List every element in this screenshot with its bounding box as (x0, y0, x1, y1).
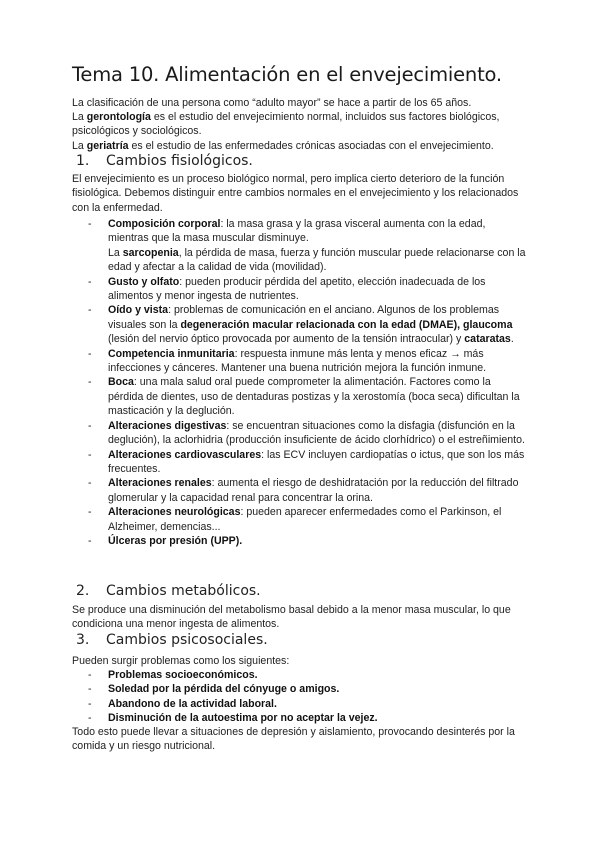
term-gerontologia: gerontología (86, 111, 151, 123)
item-term: Alteraciones neurológicas (108, 506, 241, 519)
section-title: Cambios psicosociales. (106, 632, 268, 648)
item-term: Boca (108, 376, 134, 389)
intro-paragraph-2 (72, 110, 534, 139)
closing-paragraph: Todo esto puede llevar a situaciones de depresión y aislamiento, provocando desinterés por la comida y un riesgo nutricional. (72, 726, 515, 753)
term-dmae-glaucoma: degeneración macular relacionada con la edad (DMAE), glaucoma (180, 318, 513, 331)
item-text: : aumenta el riesgo de deshidratación por la reducción del filtrado glomerular y la capacidad renal para concentrar la orina. (108, 477, 519, 504)
list-item (88, 217, 528, 275)
bullet-dash: - (88, 712, 92, 725)
intro-p2-pre: La (72, 111, 87, 123)
item-text: : respuesta inmune más lenta y menos eficaz → más infecciones y cánceres. Mantener una buena nutrición mejora la función inmune. (108, 347, 487, 375)
section-number: 3. (76, 632, 90, 648)
item-term: Competencia inmunitaria (108, 347, 235, 360)
item-term: Soledad por la pérdida del cónyuge o amigos. (108, 683, 340, 696)
list-item (88, 505, 528, 534)
term-geriatria: geriatría (86, 140, 129, 152)
item-term: Alteraciones renales (108, 477, 212, 490)
intro-p2-rest: es el estudio del envejecimiento normal, incluidos sus factores biológicos, psicológicos y sociológicos. (72, 111, 500, 138)
bullet-dash: - (88, 419, 92, 432)
item-term: Disminución de la autoestima por no aceptar la vejez. (108, 712, 378, 725)
item-term: Úlceras por presión (UPP). (108, 534, 243, 547)
bullet-dash: - (88, 506, 92, 519)
list-item (88, 711, 528, 725)
list-item (88, 448, 528, 477)
section-heading-1 (76, 154, 253, 168)
list-item (88, 375, 528, 418)
bullet-dash: - (88, 683, 92, 696)
sarco-rest: , la pérdida de masa, fuerza y función muscular puede relacionarse con la edad y afectar a la calidad de vida (movilidad). (108, 246, 526, 274)
item-term: Abandono de la actividad laboral. (108, 697, 277, 710)
section-heading-3 (76, 633, 268, 647)
bullet-dash: - (88, 376, 92, 389)
list-item (88, 534, 528, 548)
vista-mid: (lesión del nervio óptico provocada por aumento de la tensión intraocular) y (108, 333, 465, 346)
bullet-dash: - (88, 477, 92, 490)
bullet-dash: - (88, 275, 92, 288)
intro-paragraph-3 (72, 139, 534, 153)
section-1-intro: El envejecimiento es un proceso biológico normal, pero implica cierto deterioro de la función fisiológica. Debemos distinguir entre cambios normales en el envejecimiento y los relacionados con la enfermedad. (72, 173, 519, 214)
bullet-dash: - (88, 218, 92, 230)
item-term: Problemas socioeconómicos. (108, 669, 258, 681)
section-3-intro: Pueden surgir problemas como los siguientes: (72, 655, 290, 667)
page-title: Tema 10. Alimentación en el envejecimiento. (72, 63, 502, 86)
bullet-dash: - (88, 534, 92, 547)
list-item (88, 476, 528, 505)
item-text: : pueden producir pérdida del apetito, elección inadecuada de los alimentos y menor ingesta de nutrientes. (108, 275, 486, 303)
vista-end: . (510, 333, 514, 346)
psychosocial-changes-list (88, 668, 528, 726)
bullet-dash: - (88, 347, 92, 360)
list-item (88, 347, 528, 376)
item-term: Alteraciones cardiovasculares (108, 448, 262, 461)
section-heading-2 (76, 584, 261, 598)
list-item (88, 275, 528, 304)
section-number: 2. (76, 583, 90, 599)
list-item (88, 419, 528, 448)
section-title: Cambios metabólicos. (106, 583, 261, 599)
item-text: : la masa grasa y la grasa visceral aumenta con la edad, mientras que la masa muscular disminuye. (108, 218, 486, 245)
list-item (88, 682, 528, 696)
intro-p3-rest: es el estudio de las enfermedades crónicas asociadas con el envejecimiento. (128, 140, 494, 152)
bullet-dash: - (88, 669, 92, 681)
term-cataratas: cataratas (464, 333, 511, 346)
item-text: : una mala salud oral puede comprometer la alimentación. Factores como la pérdida de dientes, uso de dentaduras postizas y la xerostomía (boca seca) dificultan la masticación y la deglución. (108, 376, 520, 418)
section-number: 1. (76, 153, 90, 169)
bullet-dash: - (88, 304, 92, 317)
item-term: Oído y vista (108, 304, 169, 317)
physiological-changes-list (88, 217, 528, 548)
bullet-dash: - (88, 697, 92, 710)
section-2-text: Se produce una disminución del metabolismo basal debido a la menor masa muscular, lo que condiciona una menor ingesta de alimentos. (72, 604, 511, 631)
item-text: : las ECV incluyen cardiopatías o ictus, que son los más frecuentes. (108, 448, 525, 475)
section-title: Cambios fisiológicos. (106, 153, 253, 169)
item-text: : pueden aparecer enfermedades como el Parkinson, el Alzheimer, demencias... (108, 506, 502, 533)
item-text: : problemas de comunicación en el anciano. Algunos de los problemas visuales son la (108, 304, 500, 331)
intro-paragraph-1: La clasificación de una persona como “adulto mayor” se hace a partir de los 65 años. (72, 97, 472, 109)
list-item (88, 668, 528, 682)
intro-p3-pre: La (72, 140, 87, 152)
item-term: Composición corporal (108, 218, 221, 230)
bullet-dash: - (88, 448, 92, 461)
list-item (88, 697, 528, 711)
sarco-pre: La (108, 246, 123, 259)
item-term: Alteraciones digestivas (108, 419, 227, 432)
term-sarcopenia: sarcopenia (122, 246, 179, 259)
item-text: : se encuentran situaciones como la disfagia (disfunción en la deglución), la aclorhidria (producción insuficiente de ácido clorhídrico) o el estreñimiento. (108, 419, 525, 447)
item-term: Gusto y olfato (108, 275, 180, 288)
list-item (88, 303, 528, 346)
